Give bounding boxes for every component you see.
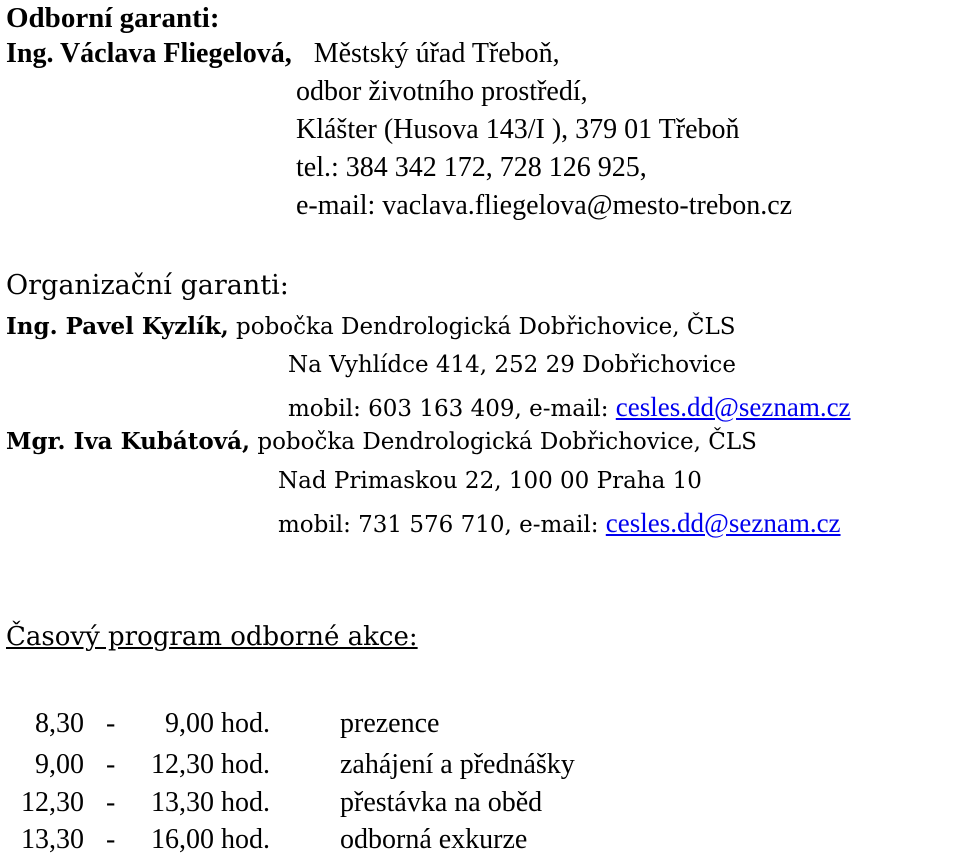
- person1-address: Na Vyhlídce 414, 252 29 Dobřichovice: [288, 352, 736, 378]
- program-to: 9,00 hod.: [165, 708, 270, 739]
- odborni-line-1: [6, 38, 560, 70]
- organizacni-heading: Organizační garanti:: [6, 270, 289, 301]
- program-activity: odborná exkurze: [340, 824, 528, 855]
- person1-line: [6, 313, 736, 340]
- program-dash: -: [106, 749, 116, 780]
- person1-contact-text: mobil: 603 163 409, e-mail:: [288, 396, 616, 422]
- program-dash: -: [106, 824, 116, 855]
- program-dash: -: [106, 708, 116, 739]
- person1-org: pobočka Dendrologická Dobřichovice, ČLS: [236, 314, 736, 340]
- program-activity: přestávka na oběd: [340, 787, 543, 818]
- odborni-department: odbor životního prostředí,: [296, 76, 588, 107]
- program-from: 9,00: [35, 749, 84, 780]
- person2-name: Mgr. Iva Kubátová,: [6, 428, 251, 455]
- person1-email-link[interactable]: cesles.dd@seznam.cz: [615, 392, 851, 422]
- program-dash: -: [106, 787, 116, 818]
- odborni-office: Městský úřad Třeboň,: [313, 38, 560, 69]
- program-to: 16,00 hod.: [151, 824, 270, 855]
- person2-contact-text: mobil: 731 576 710, e-mail:: [278, 512, 606, 538]
- program-from: 12,30: [21, 787, 84, 818]
- person2-email-link[interactable]: cesles.dd@seznam.cz: [605, 508, 841, 538]
- odborni-phone: tel.: 384 342 172, 728 126 925,: [296, 152, 647, 183]
- person1-contact: [288, 392, 851, 423]
- person2-org: pobočka Dendrologická Dobřichovice, ČLS: [257, 429, 757, 455]
- program-heading: Časový program odborné akce:: [6, 622, 418, 652]
- person2-contact: [278, 508, 841, 539]
- program-from: 13,30: [21, 824, 84, 855]
- odborni-heading: Odborní garanti:: [6, 2, 220, 34]
- program-activity: zahájení a přednášky: [340, 749, 575, 780]
- person2-line: [6, 428, 757, 455]
- odborni-email: e-mail: vaclava.fliegelova@mesto-trebon.cz: [296, 190, 793, 221]
- odborni-person: Ing. Václava Fliegelová,: [6, 38, 292, 69]
- program-to: 13,30 hod.: [151, 787, 270, 818]
- program-to: 12,30 hod.: [151, 749, 270, 780]
- person1-name: Ing. Pavel Kyzlík,: [6, 313, 229, 340]
- person2-address: Nad Primaskou 22, 100 00 Praha 10: [278, 468, 702, 494]
- odborni-address: Klášter (Husova 143/I ), 379 01 Třeboň: [296, 114, 740, 145]
- program-activity: prezence: [340, 708, 440, 739]
- program-from: 8,30: [35, 708, 84, 739]
